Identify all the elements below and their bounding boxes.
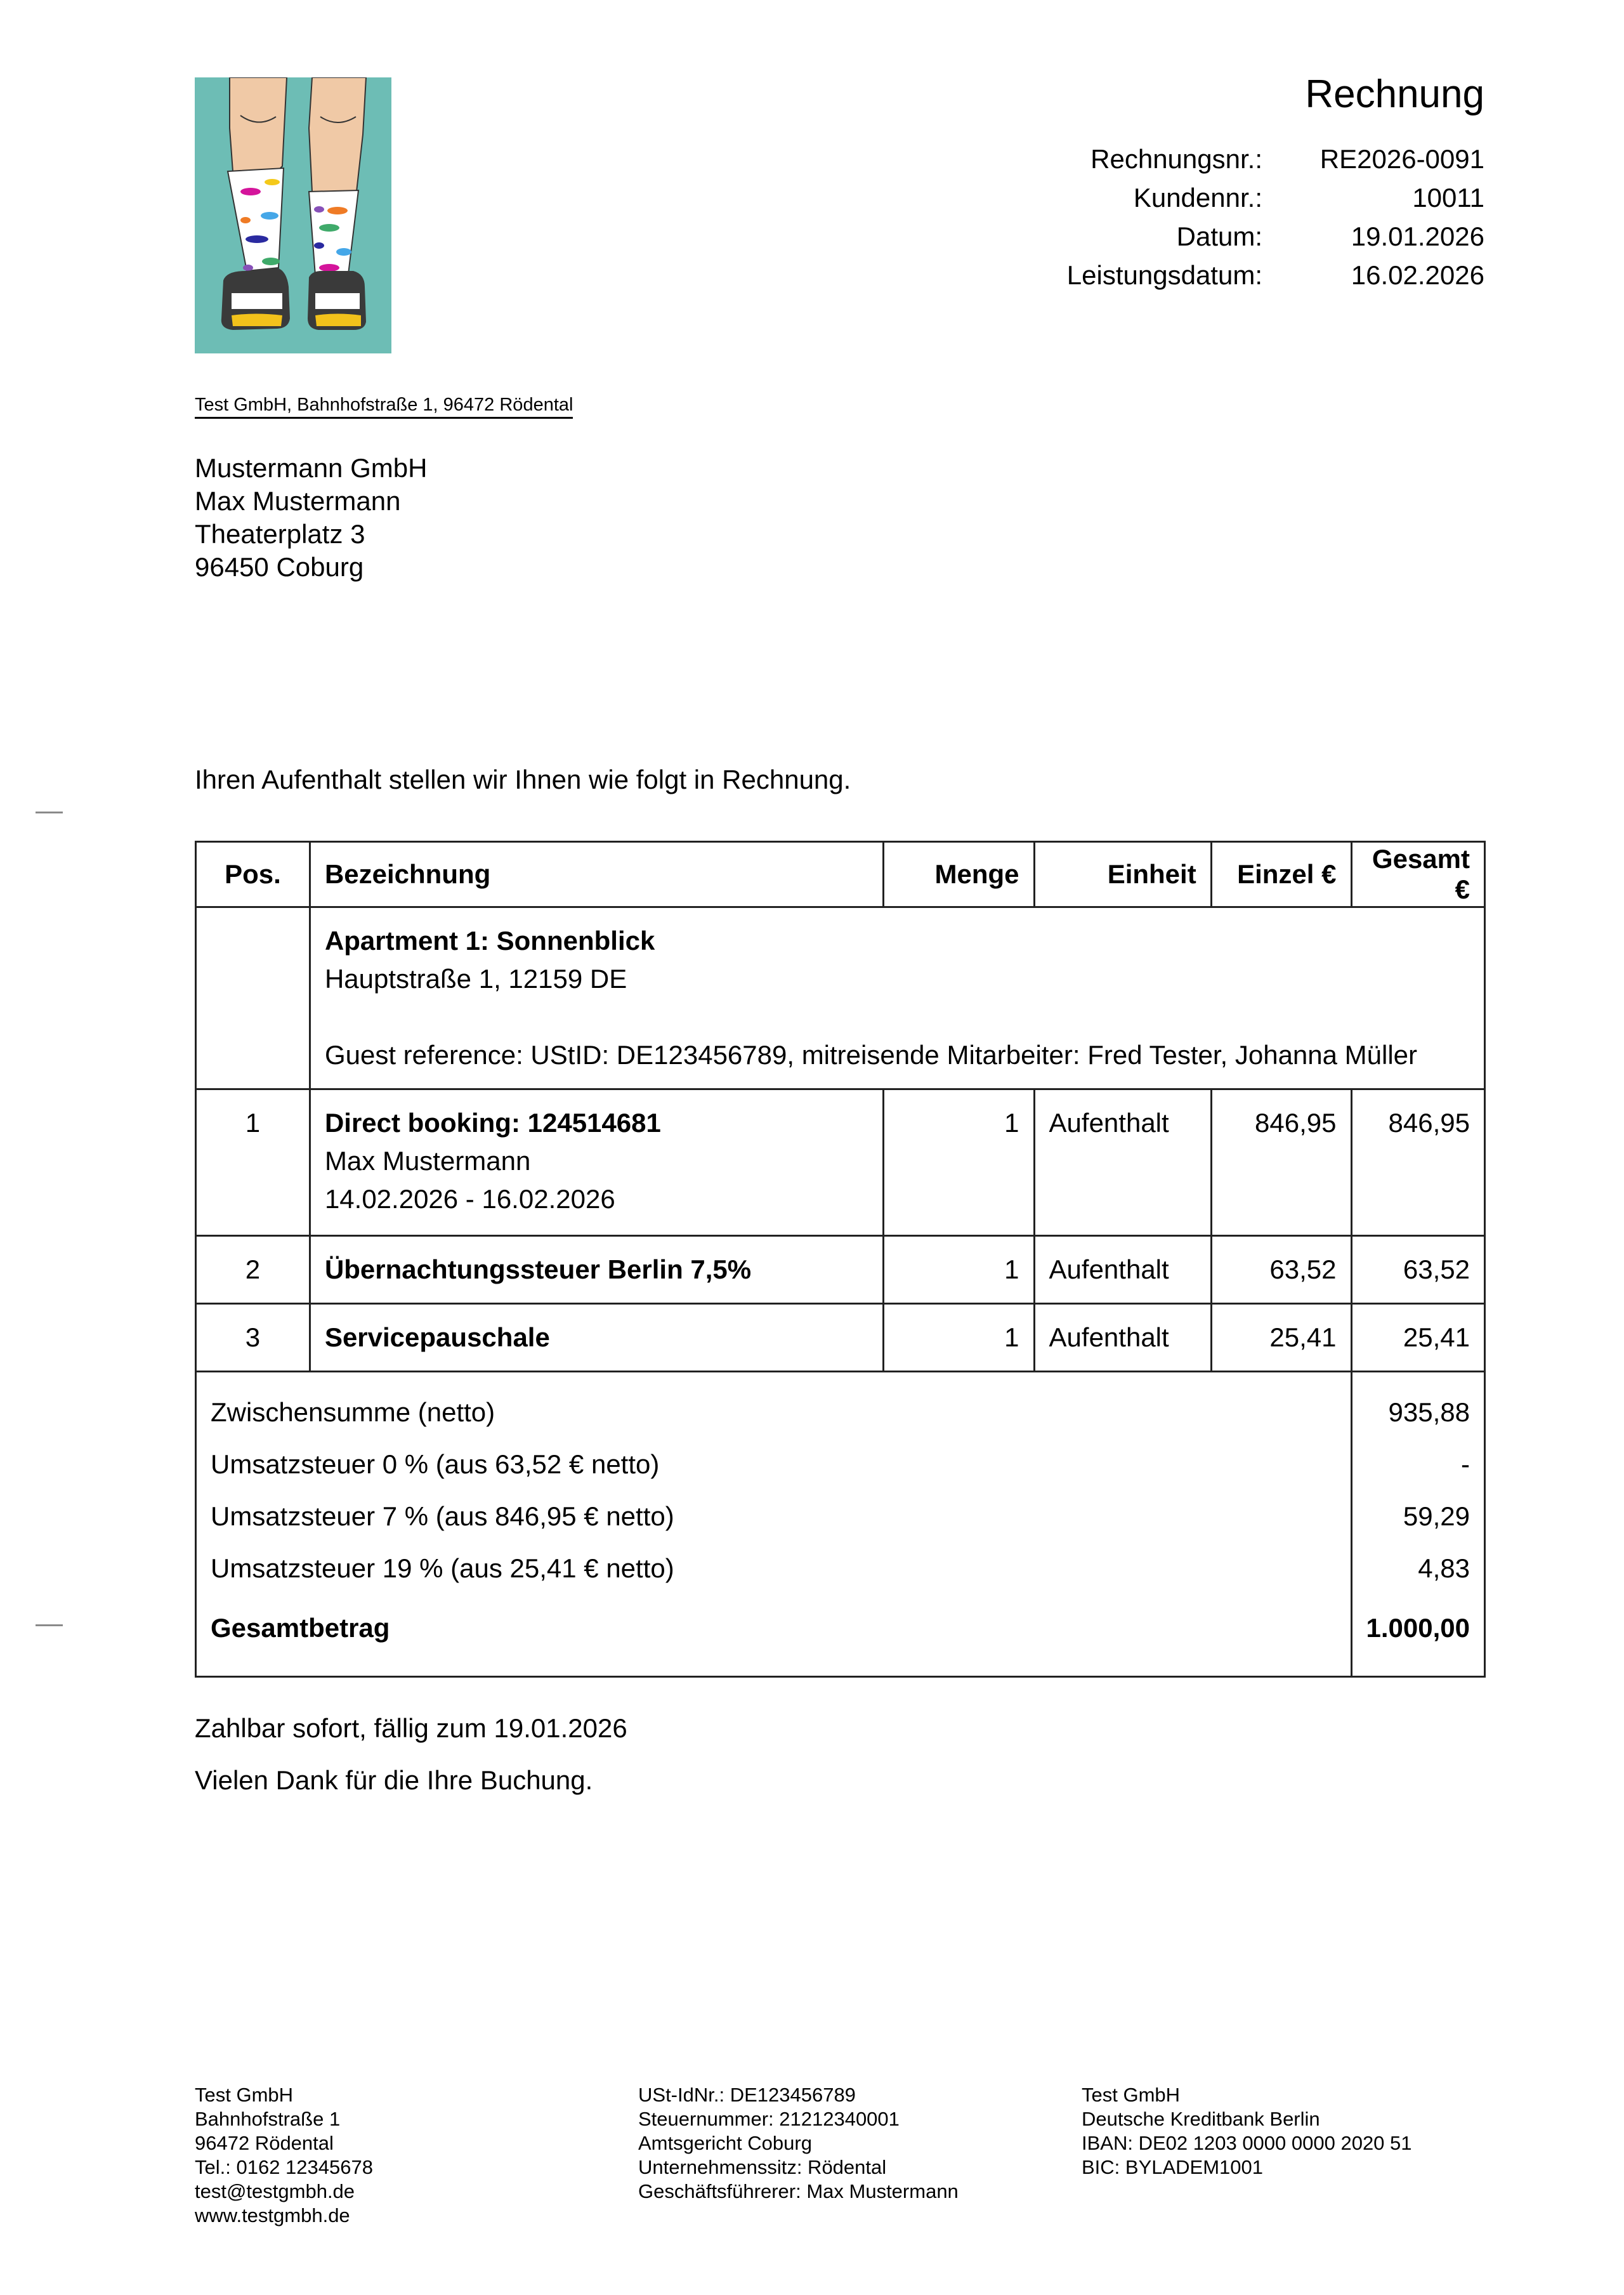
company-logo [195,77,391,353]
vat-19-label: Umsatzsteuer 19 % (aus 25,41 € netto) [211,1553,674,1583]
apartment-pos-cell [196,907,310,1089]
header-einheit: Einheit [1034,842,1211,907]
meta-label: Datum: [1176,221,1262,251]
footer-tax-number: Steuernummer: 21212340001 [638,2108,900,2130]
meta-value: RE2026-0091 [1320,144,1484,174]
vat-0-value: - [1461,1449,1470,1479]
item-gesamt: 63,52 [1351,1236,1485,1304]
item-einzel: 25,41 [1211,1304,1351,1372]
footer-email: test@testgmbh.de [195,2180,355,2202]
item-dates: 14.02.2026 - 16.02.2026 [324,1184,615,1214]
item-einzel: 846,95 [1211,1089,1351,1236]
fold-mark-bottom [36,1624,63,1626]
vat-7-label: Umsatzsteuer 7 % (aus 846,95 € netto) [211,1501,674,1531]
recipient-street: Theaterplatz 3 [195,519,365,549]
item-pos: 3 [196,1304,310,1372]
item-guest: Max Mustermann [324,1146,531,1176]
summary-values [1351,1372,1485,1677]
footer-legal [638,2083,959,2204]
table-row [196,1236,1485,1304]
thank-you-note: Vielen Dank für die Ihre Buchung. [195,1765,593,1795]
footer-ceo: Geschäftsführerer: Max Mustermann [638,2180,959,2202]
meta-value: 16.02.2026 [1351,260,1484,290]
header-menge: Menge [884,842,1035,907]
invoice-meta [1028,140,1484,294]
item-einheit: Aufenthalt [1034,1304,1211,1372]
vat-19-value: 4,83 [1418,1553,1470,1583]
subtotal-value: 935,88 [1388,1397,1470,1427]
header-bezeichnung: Bezeichnung [310,842,883,907]
item-pos: 1 [196,1089,310,1236]
item-description [310,1089,883,1236]
table-row [196,1089,1485,1236]
footer-website: www.testgmbh.de [195,2204,350,2226]
item-description [310,1304,883,1372]
apartment-row [196,907,1485,1089]
meta-customer-number [1028,178,1484,217]
meta-invoice-number [1028,140,1484,178]
meta-value: 10011 [1412,183,1484,213]
guest-reference: Guest reference: UStID: DE123456789, mitreisende Mitarbeiter: Fred Tester, Johanna Müller [324,1040,1418,1070]
invoice-table [195,841,1486,1678]
fold-mark-top [36,812,63,813]
payment-info [195,1702,627,1806]
footer-bank-holder: Test GmbH [1082,2084,1181,2106]
meta-date [1028,217,1484,256]
header-pos: Pos. [196,842,310,907]
meta-label: Kundennr.: [1133,183,1262,213]
footer-vat-id: USt-IdNr.: DE123456789 [638,2084,856,2106]
footer-court: Amtsgericht Coburg [638,2132,812,2154]
footer-bank-name: Deutsche Kreditbank Berlin [1082,2108,1320,2130]
item-title: Servicepauschale [324,1322,550,1352]
socks-in-sandals-illustration-icon [195,77,391,353]
recipient-company: Mustermann GmbH [195,453,428,483]
summary-labels [196,1372,1352,1677]
vat-0-label: Umsatzsteuer 0 % (aus 63,52 € netto) [211,1449,660,1479]
item-title: Übernachtungssteuer Berlin 7,5% [324,1254,752,1284]
item-description [310,1236,883,1304]
footer-company [195,2083,373,2228]
item-pos: 2 [196,1236,310,1304]
meta-service-date [1028,256,1484,294]
summary-row [196,1372,1485,1677]
recipient-name: Max Mustermann [195,486,401,516]
table-header-row [196,842,1485,907]
apartment-title: Apartment 1: Sonnenblick [324,926,655,956]
footer-iban: IBAN: DE02 1203 0000 0000 2020 51 [1082,2132,1412,2154]
recipient-city: 96450 Coburg [195,552,364,582]
item-einheit: Aufenthalt [1034,1089,1211,1236]
item-gesamt: 846,95 [1351,1089,1485,1236]
payment-terms: Zahlbar sofort, fällig zum 19.01.2026 [195,1713,627,1743]
footer-city: 96472 Rödental [195,2132,334,2154]
item-menge: 1 [884,1089,1035,1236]
item-einzel: 63,52 [1211,1236,1351,1304]
footer-company-name: Test GmbH [195,2084,294,2106]
header-einzel: Einzel € [1211,842,1351,907]
footer-bank [1082,2083,1412,2180]
footer-bic: BIC: BYLADEM1001 [1082,2156,1264,2178]
apartment-address: Hauptstraße 1, 12159 DE [324,964,627,994]
item-gesamt: 25,41 [1351,1304,1485,1372]
footer-seat: Unternehmenssitz: Rödental [638,2156,887,2178]
total-value: 1.000,00 [1366,1613,1470,1643]
item-einheit: Aufenthalt [1034,1236,1211,1304]
meta-label: Leistungsdatum: [1066,260,1262,290]
footer-street: Bahnhofstraße 1 [195,2108,341,2130]
footer-phone: Tel.: 0162 12345678 [195,2156,373,2178]
subtotal-label: Zwischensumme (netto) [211,1397,495,1427]
total-label: Gesamtbetrag [211,1613,390,1643]
document-title: Rechnung [1305,72,1484,116]
vat-7-value: 59,29 [1403,1501,1470,1531]
item-menge: 1 [884,1304,1035,1372]
item-title: Direct booking: 124514681 [324,1108,661,1138]
item-menge: 1 [884,1236,1035,1304]
table-row [196,1304,1485,1372]
apartment-details [310,907,1484,1089]
recipient-address [195,452,427,584]
meta-label: Rechnungsnr.: [1090,144,1262,174]
header-gesamt: Gesamt € [1351,842,1485,907]
intro-text: Ihren Aufenthalt stellen wir Ihnen wie folgt in Rechnung. [195,765,851,794]
sender-return-address: Test GmbH, Bahnhofstraße 1, 96472 Rödental [195,396,573,419]
meta-value: 19.01.2026 [1351,221,1484,251]
